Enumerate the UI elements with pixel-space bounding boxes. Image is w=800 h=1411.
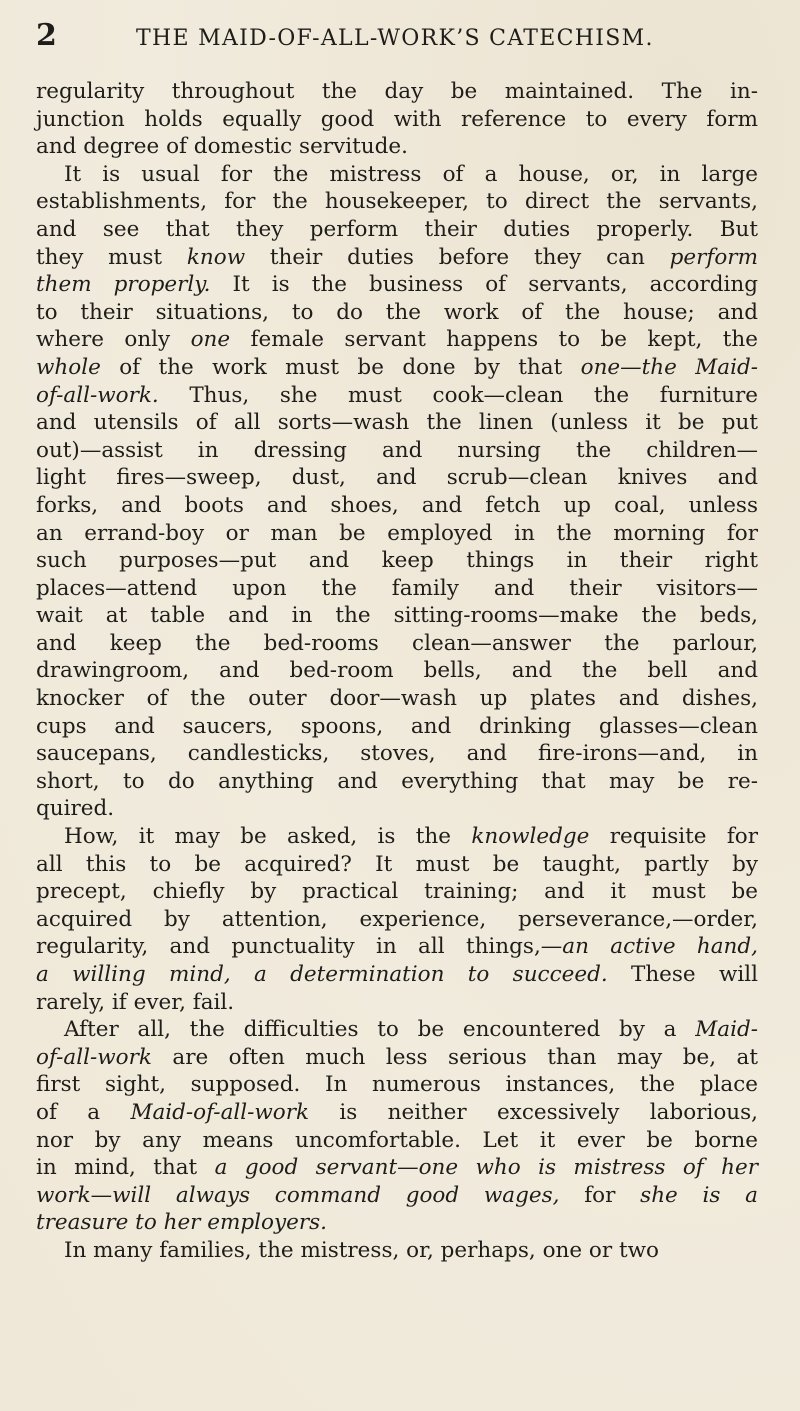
text-line: knocker of the outer door—wash up plates and dishes, xyxy=(36,686,758,712)
text-line: of-all-work are often much less serious than may be, at xyxy=(36,1044,758,1070)
text-line: It is usual for the mistress of a house, or, in large xyxy=(64,161,758,187)
text-line: of-all-work. Thus, she must cook—clean the furniture xyxy=(36,382,758,408)
body-text xyxy=(36,78,758,1265)
text-line: of a Maid-of-all-work is neither excessively laborious, xyxy=(36,1099,758,1125)
text-line: In many families, the mistress, or, perhaps, one or two xyxy=(64,1237,659,1263)
text-line: regularity throughout the day be maintained. The in- xyxy=(36,79,758,104)
text-line: saucepans, candlesticks, stoves, and fire-irons—and, in xyxy=(36,741,758,767)
text-line: nor by any means uncomfortable. Let it ever be borne xyxy=(36,1127,758,1153)
text-line: in mind, that a good servant—one who is mistress of her xyxy=(36,1155,758,1181)
text-line: and utensils of all sorts—wash the linen (unless it be put xyxy=(36,410,758,436)
text-line: an errand-boy or man be employed in the morning for xyxy=(36,520,758,546)
text-line: establishments, for the housekeeper, to direct the servants, xyxy=(36,189,758,215)
text-line: drawingroom, and bed-room bells, and the bell and xyxy=(36,658,758,684)
text-line: precept, chiefly by practical training; and it must be xyxy=(36,879,758,905)
text-line: and degree of domestic servitude. xyxy=(36,134,408,160)
text-line: first sight, supposed. In numerous instances, the place xyxy=(36,1072,758,1098)
text-line: places—attend upon the family and their visitors— xyxy=(36,575,758,601)
text-line: out)—assist in dressing and nursing the children— xyxy=(36,437,758,463)
text-line: light fires—sweep, dust, and scrub—clean knives and xyxy=(36,465,758,491)
text-line: work—will always command good wages, for she is a xyxy=(36,1182,758,1208)
text-line: where only one female servant happens to be kept, the xyxy=(36,327,758,353)
text-line: acquired by attention, experience, perseverance,—order, xyxy=(36,906,758,932)
text-line: whole of the work must be done by that one—the Maid- xyxy=(36,354,758,380)
text-line: junction holds equally good with reference to every form xyxy=(36,106,758,132)
text-line: cups and saucers, spoons, and drinking glasses—clean xyxy=(36,713,758,739)
text-line: wait at table and in the sitting-rooms—make the beds, xyxy=(36,603,758,629)
text-line: rarely, if ever, fail. xyxy=(36,989,235,1015)
text-line: they must know their duties before they can perform xyxy=(36,244,758,270)
text-line: such purposes—put and keep things in their right xyxy=(36,548,758,574)
text-line: and see that they perform their duties properly. But xyxy=(36,216,758,242)
text-line: quired. xyxy=(36,796,115,822)
text-line: to their situations, to do the work of the house; and xyxy=(36,299,758,325)
text-line: After all, the difficulties to be encountered by a Maid- xyxy=(64,1017,758,1043)
text-line: regularity, and punctuality in all things,—an active hand, xyxy=(36,934,758,960)
text-line: How, it may be asked, is the knowledge requisite for xyxy=(64,824,758,850)
page-number: 2 xyxy=(36,18,59,53)
running-head: THE MAID-OF-ALL-WORK’S CATECHISM. xyxy=(136,26,654,51)
text-line: forks, and boots and shoes, and fetch up coal, unless xyxy=(36,492,758,518)
text-line: treasure to her employers. xyxy=(36,1210,327,1236)
text-line: short, to do anything and everything that may be re- xyxy=(36,768,758,794)
page-header xyxy=(36,18,764,53)
text-line: them properly. It is the business of servants, according xyxy=(36,272,758,298)
text-line: and keep the bed-rooms clean—answer the parlour, xyxy=(36,630,758,656)
text-line: a willing mind, a determination to succeed. These will xyxy=(36,962,758,987)
text-line: all this to be acquired? It must be taught, partly by xyxy=(36,851,758,877)
